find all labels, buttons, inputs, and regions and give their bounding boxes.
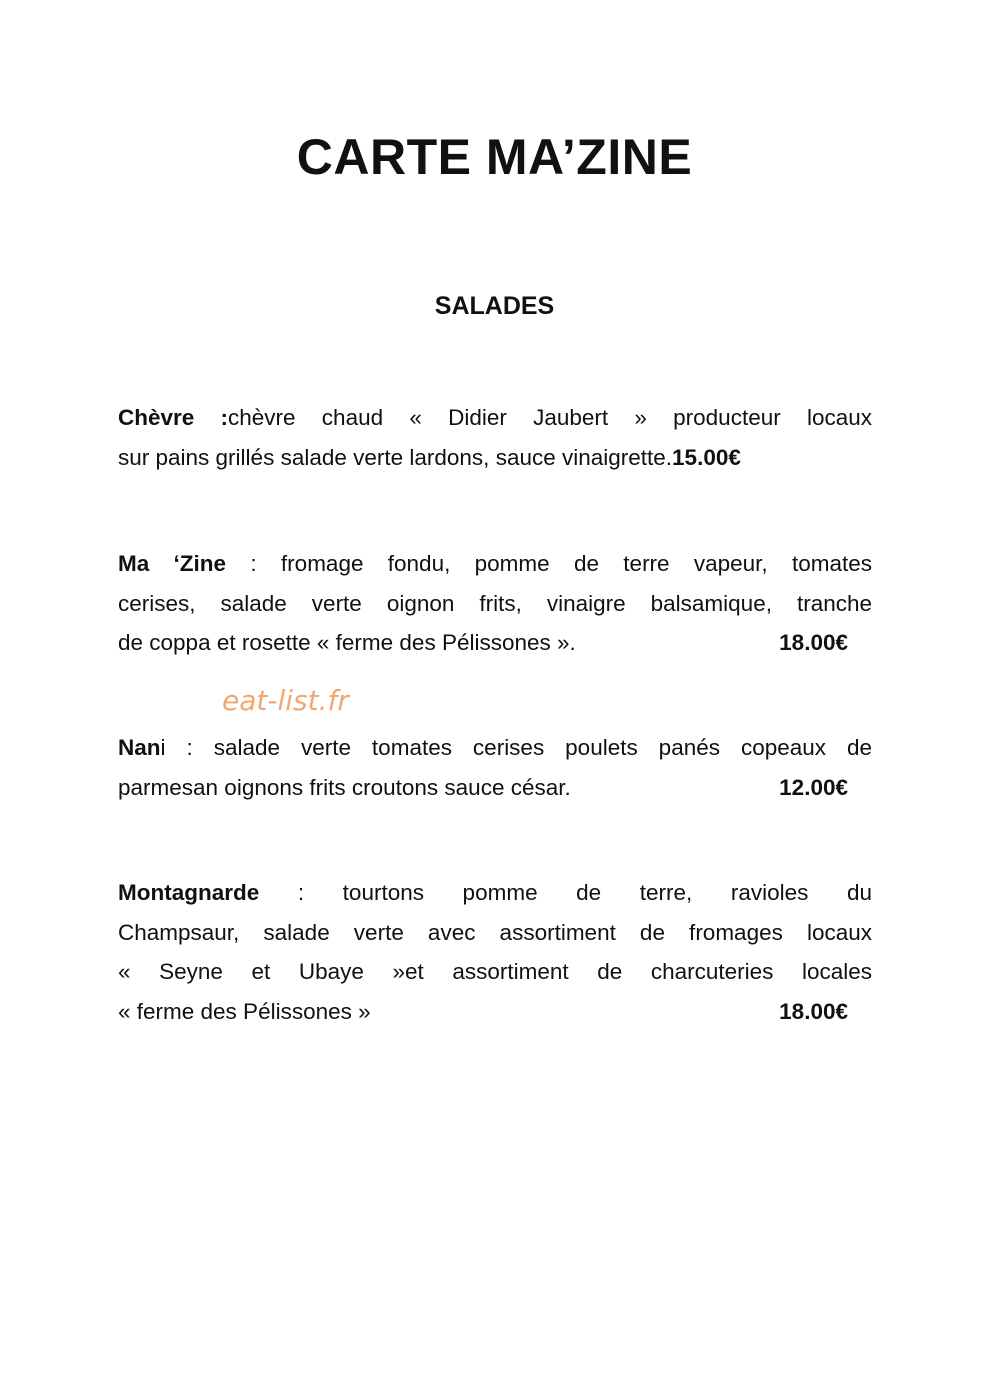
item-line (118, 728, 872, 768)
item-name: Nan (118, 735, 161, 760)
menu-item-chevre (118, 398, 872, 477)
item-description: : fromage fondu, pomme de terre vapeur, tomates (226, 551, 873, 576)
item-name: Montagnarde (118, 880, 260, 905)
item-description: Champsaur, salade verte avec assortiment de fromages locaux (118, 919, 872, 945)
item-description: : salade verte tomates cerises poulets panés copeaux de (165, 735, 872, 760)
item-description: « ferme des Pélissones » (118, 998, 371, 1024)
item-line (118, 768, 872, 808)
item-line (118, 952, 872, 992)
item-line (118, 584, 872, 624)
item-name-suffix: i (160, 735, 166, 760)
menu-item-montagnarde (118, 873, 872, 1031)
menu-item-mazine (118, 544, 872, 663)
menu-item-nani (118, 728, 872, 807)
item-description: « Seyne et Ubaye »et assortiment de charcuteries locales (118, 959, 872, 984)
item-price: 12.00€ (779, 774, 848, 800)
item-line (118, 623, 872, 663)
item-price: 18.00€ (779, 630, 848, 655)
watermark: eat-list.fr (222, 684, 349, 717)
item-description: chèvre chaud « Didier Jaubert » producteur locaux (228, 405, 872, 430)
item-line (118, 544, 872, 584)
item-line (118, 992, 872, 1032)
item-line (118, 438, 872, 478)
item-description: parmesan oignons frits croutons sauce césar. (118, 774, 571, 800)
item-line (118, 913, 872, 953)
page-title: CARTE MA’ZINE (296, 129, 693, 185)
item-description: cerises, salade verte oignon frits, vinaigre balsamique, tranche (118, 590, 872, 616)
item-price: 15.00€ (672, 444, 741, 470)
item-name: Ma ‘Zine (118, 551, 227, 576)
item-description: sur pains grillés salade verte lardons, sauce vinaigrette. (118, 444, 673, 470)
item-name: Chèvre : (118, 405, 229, 430)
item-line (118, 873, 872, 913)
section-title: SALADES (434, 292, 555, 320)
item-line (118, 398, 872, 438)
item-description: : tourtons pomme de terre, ravioles du (259, 880, 872, 905)
item-price: 18.00€ (779, 998, 848, 1024)
item-description: de coppa et rosette « ferme des Pélissones ». (118, 630, 576, 655)
